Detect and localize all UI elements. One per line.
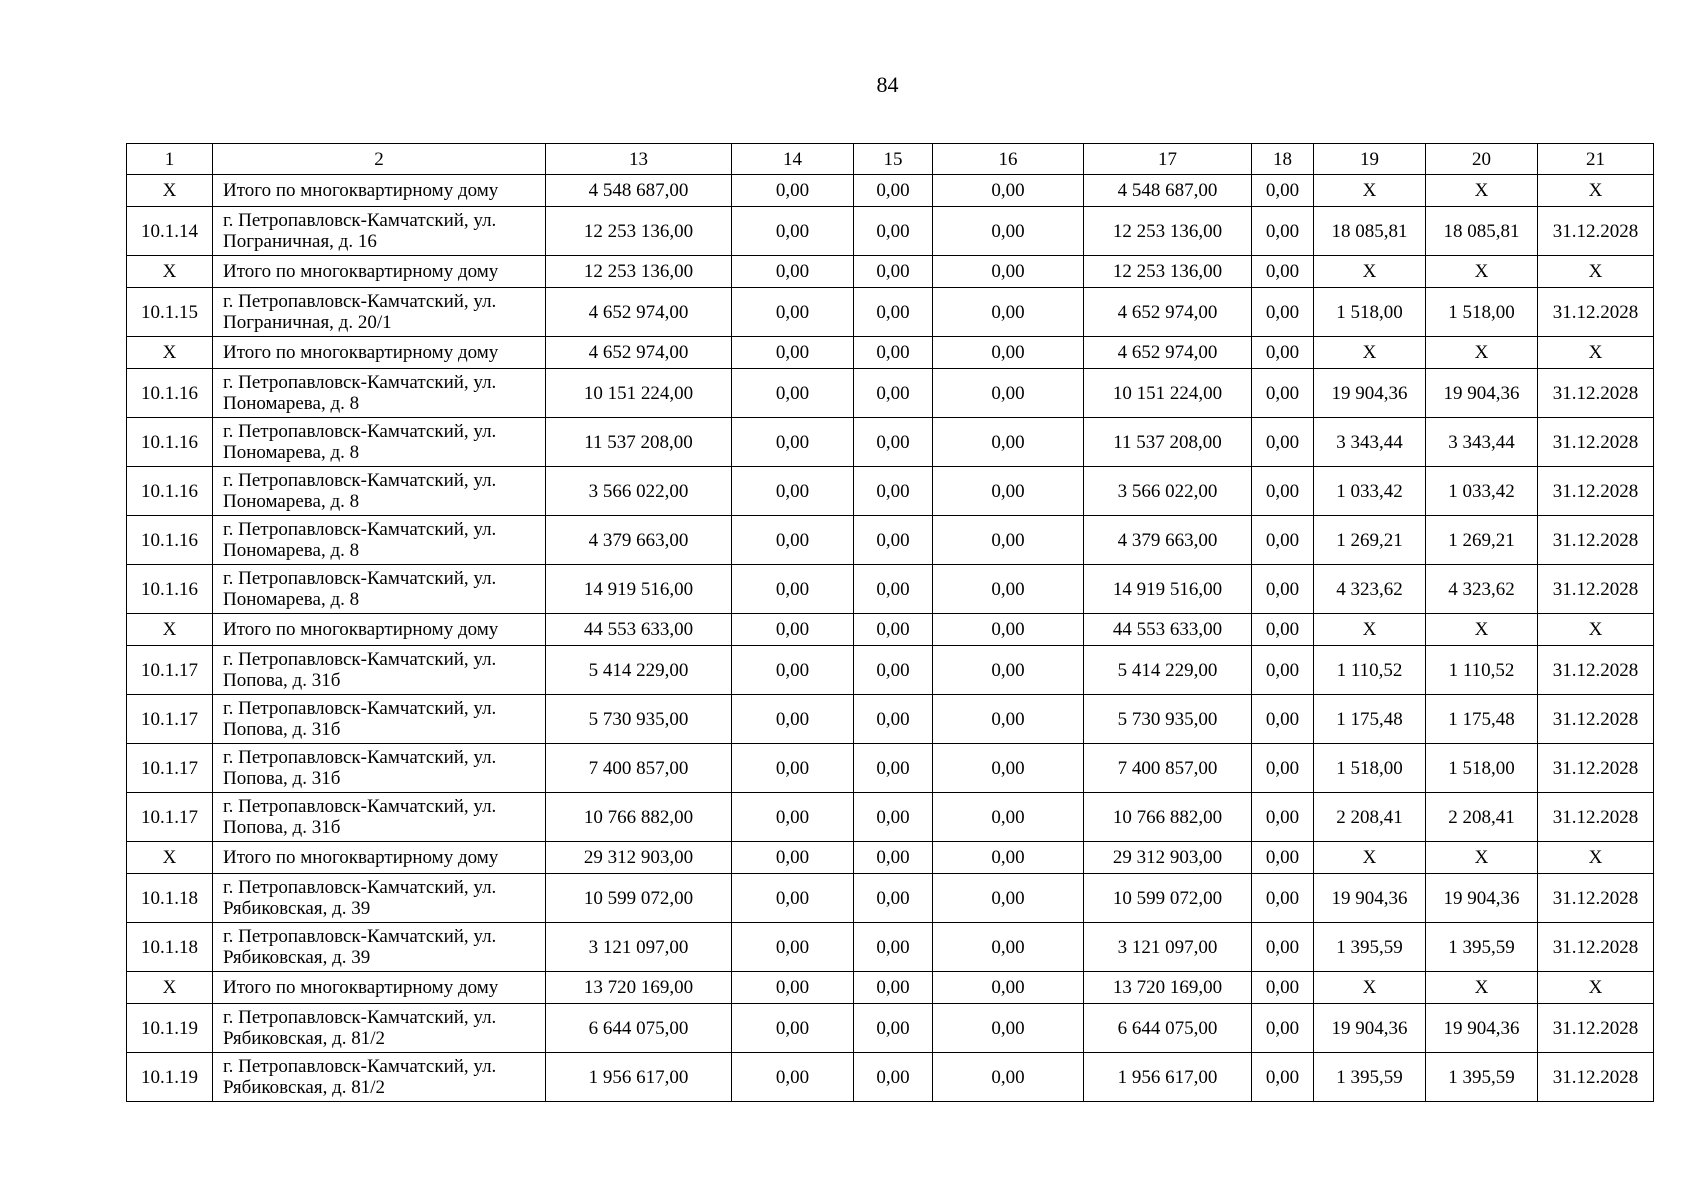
table-row: [127, 565, 1654, 614]
cell-col-14: 0,00: [732, 923, 854, 972]
cell-col-13: 4 652 974,00: [546, 337, 732, 369]
cell-col-17: 5 730 935,00: [1084, 695, 1252, 744]
cell-col-1: X: [127, 256, 213, 288]
cell-col-2: г. Петропавловск-Камчатский, ул. Пограничная, д. 20/1: [213, 288, 546, 337]
cell-col-13: 5 414 229,00: [546, 646, 732, 695]
cell-col-2: Итого по многоквартирному дому: [213, 972, 546, 1004]
cell-col-21: X: [1538, 337, 1654, 369]
cell-col-2: Итого по многоквартирному дому: [213, 614, 546, 646]
cell-col-14: 0,00: [732, 744, 854, 793]
cell-col-20: 1 175,48: [1426, 695, 1538, 744]
cell-col-16: 0,00: [933, 369, 1084, 418]
cell-col-19: 2 208,41: [1314, 793, 1426, 842]
cell-col-1: 10.1.17: [127, 646, 213, 695]
cell-col-14: 0,00: [732, 1053, 854, 1102]
cell-col-21: 31.12.2028: [1538, 516, 1654, 565]
cell-col-16: 0,00: [933, 923, 1084, 972]
cell-col-13: 6 644 075,00: [546, 1004, 732, 1053]
page-number: 84: [876, 72, 899, 97]
cell-col-13: 4 379 663,00: [546, 516, 732, 565]
header-cell-col-18: 18: [1252, 144, 1314, 175]
cell-col-18: 0,00: [1252, 695, 1314, 744]
cell-col-1: X: [127, 175, 213, 207]
cell-col-13: 3 121 097,00: [546, 923, 732, 972]
cell-col-14: 0,00: [732, 175, 854, 207]
cell-col-14: 0,00: [732, 256, 854, 288]
total-row: [127, 972, 1654, 1004]
cell-col-19: 1 033,42: [1314, 467, 1426, 516]
cell-col-15: 0,00: [854, 256, 933, 288]
cell-col-1: 10.1.19: [127, 1004, 213, 1053]
cell-col-17: 7 400 857,00: [1084, 744, 1252, 793]
cell-col-18: 0,00: [1252, 207, 1314, 256]
cell-col-13: 7 400 857,00: [546, 744, 732, 793]
table-row: [127, 646, 1654, 695]
cell-col-16: 0,00: [933, 516, 1084, 565]
header-cell-col-15: 15: [854, 144, 933, 175]
header-cell-col-20: 20: [1426, 144, 1538, 175]
cell-col-20: X: [1426, 256, 1538, 288]
cell-col-18: 0,00: [1252, 288, 1314, 337]
table-body: [127, 144, 1654, 1102]
cell-col-15: 0,00: [854, 467, 933, 516]
cell-col-13: 11 537 208,00: [546, 418, 732, 467]
cell-col-14: 0,00: [732, 874, 854, 923]
table-row: [127, 288, 1654, 337]
cell-col-21: 31.12.2028: [1538, 923, 1654, 972]
cell-col-13: 10 766 882,00: [546, 793, 732, 842]
cell-col-15: 0,00: [854, 874, 933, 923]
cell-col-16: 0,00: [933, 467, 1084, 516]
header-cell-col-1: 1: [127, 144, 213, 175]
cell-col-20: 3 343,44: [1426, 418, 1538, 467]
cell-col-20: 1 518,00: [1426, 288, 1538, 337]
cell-col-2: г. Петропавловск-Камчатский, ул. Пономарева, д. 8: [213, 467, 546, 516]
cell-col-20: 1 518,00: [1426, 744, 1538, 793]
cell-col-18: 0,00: [1252, 565, 1314, 614]
cell-col-16: 0,00: [933, 288, 1084, 337]
cell-col-17: 6 644 075,00: [1084, 1004, 1252, 1053]
cell-col-1: 10.1.19: [127, 1053, 213, 1102]
cell-col-15: 0,00: [854, 369, 933, 418]
table-row: [127, 695, 1654, 744]
cell-col-17: 10 766 882,00: [1084, 793, 1252, 842]
data-table: [126, 143, 1654, 1102]
cell-col-1: 10.1.17: [127, 793, 213, 842]
cell-col-18: 0,00: [1252, 337, 1314, 369]
cell-col-21: 31.12.2028: [1538, 874, 1654, 923]
cell-col-16: 0,00: [933, 744, 1084, 793]
cell-col-15: 0,00: [854, 175, 933, 207]
cell-col-19: X: [1314, 175, 1426, 207]
cell-col-17: 5 414 229,00: [1084, 646, 1252, 695]
cell-col-16: 0,00: [933, 695, 1084, 744]
header-cell-col-14: 14: [732, 144, 854, 175]
cell-col-13: 13 720 169,00: [546, 972, 732, 1004]
cell-col-21: 31.12.2028: [1538, 288, 1654, 337]
cell-col-2: г. Петропавловск-Камчатский, ул. Рябиковская, д. 81/2: [213, 1053, 546, 1102]
cell-col-17: 11 537 208,00: [1084, 418, 1252, 467]
cell-col-2: г. Петропавловск-Камчатский, ул. Рябиковская, д. 39: [213, 874, 546, 923]
cell-col-19: 4 323,62: [1314, 565, 1426, 614]
cell-col-16: 0,00: [933, 256, 1084, 288]
cell-col-15: 0,00: [854, 842, 933, 874]
cell-col-13: 4 548 687,00: [546, 175, 732, 207]
cell-col-21: X: [1538, 256, 1654, 288]
cell-col-15: 0,00: [854, 923, 933, 972]
cell-col-21: 31.12.2028: [1538, 369, 1654, 418]
total-row: [127, 842, 1654, 874]
cell-col-2: г. Петропавловск-Камчатский, ул. Рябиковская, д. 39: [213, 923, 546, 972]
cell-col-2: Итого по многоквартирному дому: [213, 842, 546, 874]
table-row: [127, 207, 1654, 256]
cell-col-20: 4 323,62: [1426, 565, 1538, 614]
header-cell-col-13: 13: [546, 144, 732, 175]
cell-col-17: 4 548 687,00: [1084, 175, 1252, 207]
cell-col-21: 31.12.2028: [1538, 565, 1654, 614]
table-row: [127, 874, 1654, 923]
cell-col-15: 0,00: [854, 207, 933, 256]
cell-col-18: 0,00: [1252, 646, 1314, 695]
cell-col-2: г. Петропавловск-Камчатский, ул. Пономарева, д. 8: [213, 369, 546, 418]
cell-col-17: 3 121 097,00: [1084, 923, 1252, 972]
cell-col-15: 0,00: [854, 1004, 933, 1053]
cell-col-18: 0,00: [1252, 1004, 1314, 1053]
cell-col-19: X: [1314, 842, 1426, 874]
cell-col-20: X: [1426, 842, 1538, 874]
cell-col-16: 0,00: [933, 1004, 1084, 1053]
cell-col-20: 1 033,42: [1426, 467, 1538, 516]
cell-col-1: 10.1.16: [127, 565, 213, 614]
cell-col-18: 0,00: [1252, 793, 1314, 842]
cell-col-21: X: [1538, 972, 1654, 1004]
cell-col-19: 1 175,48: [1314, 695, 1426, 744]
cell-col-21: 31.12.2028: [1538, 467, 1654, 516]
cell-col-1: 10.1.16: [127, 516, 213, 565]
cell-col-1: X: [127, 337, 213, 369]
cell-col-20: 1 395,59: [1426, 923, 1538, 972]
cell-col-2: Итого по многоквартирному дому: [213, 175, 546, 207]
cell-col-21: 31.12.2028: [1538, 646, 1654, 695]
cell-col-2: г. Петропавловск-Камчатский, ул. Попова, д. 31б: [213, 744, 546, 793]
cell-col-1: 10.1.17: [127, 744, 213, 793]
cell-col-20: 2 208,41: [1426, 793, 1538, 842]
header-cell-col-19: 19: [1314, 144, 1426, 175]
cell-col-2: г. Петропавловск-Камчатский, ул. Попова, д. 31б: [213, 793, 546, 842]
cell-col-16: 0,00: [933, 418, 1084, 467]
table-row: [127, 744, 1654, 793]
cell-col-2: г. Петропавловск-Камчатский, ул. Попова, д. 31б: [213, 646, 546, 695]
cell-col-17: 44 553 633,00: [1084, 614, 1252, 646]
cell-col-21: 31.12.2028: [1538, 1053, 1654, 1102]
cell-col-16: 0,00: [933, 337, 1084, 369]
cell-col-15: 0,00: [854, 565, 933, 614]
cell-col-14: 0,00: [732, 207, 854, 256]
cell-col-15: 0,00: [854, 516, 933, 565]
cell-col-13: 14 919 516,00: [546, 565, 732, 614]
cell-col-19: 19 904,36: [1314, 874, 1426, 923]
cell-col-2: г. Петропавловск-Камчатский, ул. Рябиковская, д. 81/2: [213, 1004, 546, 1053]
cell-col-19: 1 395,59: [1314, 923, 1426, 972]
cell-col-19: 1 395,59: [1314, 1053, 1426, 1102]
cell-col-16: 0,00: [933, 793, 1084, 842]
cell-col-2: Итого по многоквартирному дому: [213, 337, 546, 369]
cell-col-13: 29 312 903,00: [546, 842, 732, 874]
cell-col-14: 0,00: [732, 418, 854, 467]
table-row: [127, 1004, 1654, 1053]
cell-col-15: 0,00: [854, 418, 933, 467]
cell-col-20: 19 904,36: [1426, 1004, 1538, 1053]
cell-col-19: 19 904,36: [1314, 369, 1426, 418]
header-cell-col-17: 17: [1084, 144, 1252, 175]
cell-col-1: 10.1.18: [127, 923, 213, 972]
total-row: [127, 337, 1654, 369]
cell-col-17: 1 956 617,00: [1084, 1053, 1252, 1102]
cell-col-1: 10.1.14: [127, 207, 213, 256]
cell-col-15: 0,00: [854, 288, 933, 337]
cell-col-2: г. Петропавловск-Камчатский, ул. Пограничная, д. 16: [213, 207, 546, 256]
cell-col-16: 0,00: [933, 207, 1084, 256]
cell-col-21: X: [1538, 842, 1654, 874]
cell-col-17: 29 312 903,00: [1084, 842, 1252, 874]
cell-col-14: 0,00: [732, 695, 854, 744]
cell-col-19: 3 343,44: [1314, 418, 1426, 467]
cell-col-1: X: [127, 972, 213, 1004]
cell-col-14: 0,00: [732, 369, 854, 418]
header-cell-col-2: 2: [213, 144, 546, 175]
cell-col-14: 0,00: [732, 972, 854, 1004]
cell-col-14: 0,00: [732, 1004, 854, 1053]
cell-col-2: г. Петропавловск-Камчатский, ул. Пономарева, д. 8: [213, 418, 546, 467]
cell-col-19: 19 904,36: [1314, 1004, 1426, 1053]
cell-col-17: 4 379 663,00: [1084, 516, 1252, 565]
cell-col-19: 18 085,81: [1314, 207, 1426, 256]
cell-col-1: 10.1.16: [127, 418, 213, 467]
cell-col-14: 0,00: [732, 337, 854, 369]
cell-col-14: 0,00: [732, 516, 854, 565]
table-row: [127, 1053, 1654, 1102]
cell-col-14: 0,00: [732, 614, 854, 646]
total-row: [127, 175, 1654, 207]
cell-col-18: 0,00: [1252, 744, 1314, 793]
cell-col-20: 1 395,59: [1426, 1053, 1538, 1102]
cell-col-2: Итого по многоквартирному дому: [213, 256, 546, 288]
table-row: [127, 923, 1654, 972]
cell-col-14: 0,00: [732, 842, 854, 874]
cell-col-1: 10.1.18: [127, 874, 213, 923]
cell-col-21: 31.12.2028: [1538, 1004, 1654, 1053]
header-cell-col-21: 21: [1538, 144, 1654, 175]
cell-col-21: 31.12.2028: [1538, 744, 1654, 793]
cell-col-16: 0,00: [933, 972, 1084, 1004]
cell-col-13: 1 956 617,00: [546, 1053, 732, 1102]
cell-col-17: 12 253 136,00: [1084, 256, 1252, 288]
cell-col-17: 13 720 169,00: [1084, 972, 1252, 1004]
cell-col-16: 0,00: [933, 874, 1084, 923]
total-row: [127, 256, 1654, 288]
cell-col-18: 0,00: [1252, 256, 1314, 288]
cell-col-18: 0,00: [1252, 842, 1314, 874]
cell-col-21: 31.12.2028: [1538, 793, 1654, 842]
cell-col-15: 0,00: [854, 1053, 933, 1102]
cell-col-17: 4 652 974,00: [1084, 337, 1252, 369]
cell-col-2: г. Петропавловск-Камчатский, ул. Пономарева, д. 8: [213, 565, 546, 614]
cell-col-17: 4 652 974,00: [1084, 288, 1252, 337]
cell-col-2: г. Петропавловск-Камчатский, ул. Попова, д. 31б: [213, 695, 546, 744]
table-row: [127, 467, 1654, 516]
cell-col-19: 1 110,52: [1314, 646, 1426, 695]
cell-col-16: 0,00: [933, 175, 1084, 207]
table-row: [127, 369, 1654, 418]
total-row: [127, 614, 1654, 646]
cell-col-18: 0,00: [1252, 614, 1314, 646]
table-row: [127, 516, 1654, 565]
cell-col-13: 10 151 224,00: [546, 369, 732, 418]
cell-col-1: 10.1.16: [127, 467, 213, 516]
cell-col-20: X: [1426, 175, 1538, 207]
cell-col-14: 0,00: [732, 646, 854, 695]
cell-col-16: 0,00: [933, 565, 1084, 614]
cell-col-18: 0,00: [1252, 1053, 1314, 1102]
cell-col-16: 0,00: [933, 614, 1084, 646]
cell-col-17: 10 151 224,00: [1084, 369, 1252, 418]
cell-col-15: 0,00: [854, 614, 933, 646]
cell-col-15: 0,00: [854, 695, 933, 744]
table-row: [127, 418, 1654, 467]
cell-col-14: 0,00: [732, 467, 854, 516]
cell-col-18: 0,00: [1252, 418, 1314, 467]
header-row: [127, 144, 1654, 175]
cell-col-18: 0,00: [1252, 972, 1314, 1004]
cell-col-17: 14 919 516,00: [1084, 565, 1252, 614]
cell-col-13: 44 553 633,00: [546, 614, 732, 646]
cell-col-14: 0,00: [732, 793, 854, 842]
cell-col-1: X: [127, 614, 213, 646]
cell-col-16: 0,00: [933, 842, 1084, 874]
cell-col-16: 0,00: [933, 1053, 1084, 1102]
cell-col-20: X: [1426, 337, 1538, 369]
cell-col-21: 31.12.2028: [1538, 695, 1654, 744]
cell-col-17: 10 599 072,00: [1084, 874, 1252, 923]
cell-col-18: 0,00: [1252, 467, 1314, 516]
cell-col-2: г. Петропавловск-Камчатский, ул. Пономарева, д. 8: [213, 516, 546, 565]
cell-col-15: 0,00: [854, 972, 933, 1004]
cell-col-20: 19 904,36: [1426, 874, 1538, 923]
cell-col-19: 1 518,00: [1314, 288, 1426, 337]
cell-col-15: 0,00: [854, 337, 933, 369]
cell-col-19: X: [1314, 256, 1426, 288]
cell-col-1: 10.1.16: [127, 369, 213, 418]
cell-col-20: X: [1426, 972, 1538, 1004]
cell-col-19: X: [1314, 972, 1426, 1004]
cell-col-20: 19 904,36: [1426, 369, 1538, 418]
cell-col-20: 18 085,81: [1426, 207, 1538, 256]
cell-col-19: 1 269,21: [1314, 516, 1426, 565]
cell-col-13: 5 730 935,00: [546, 695, 732, 744]
cell-col-13: 3 566 022,00: [546, 467, 732, 516]
cell-col-13: 12 253 136,00: [546, 207, 732, 256]
cell-col-15: 0,00: [854, 793, 933, 842]
cell-col-1: 10.1.15: [127, 288, 213, 337]
cell-col-18: 0,00: [1252, 923, 1314, 972]
cell-col-16: 0,00: [933, 646, 1084, 695]
cell-col-15: 0,00: [854, 744, 933, 793]
cell-col-21: 31.12.2028: [1538, 207, 1654, 256]
cell-col-21: X: [1538, 175, 1654, 207]
cell-col-20: 1 110,52: [1426, 646, 1538, 695]
header-cell-col-16: 16: [933, 144, 1084, 175]
cell-col-1: X: [127, 842, 213, 874]
cell-col-18: 0,00: [1252, 516, 1314, 565]
cell-col-13: 10 599 072,00: [546, 874, 732, 923]
cell-col-20: X: [1426, 614, 1538, 646]
cell-col-13: 4 652 974,00: [546, 288, 732, 337]
cell-col-14: 0,00: [732, 565, 854, 614]
cell-col-17: 3 566 022,00: [1084, 467, 1252, 516]
table-row: [127, 793, 1654, 842]
cell-col-18: 0,00: [1252, 874, 1314, 923]
cell-col-21: X: [1538, 614, 1654, 646]
cell-col-15: 0,00: [854, 646, 933, 695]
cell-col-13: 12 253 136,00: [546, 256, 732, 288]
cell-col-19: X: [1314, 337, 1426, 369]
cell-col-21: 31.12.2028: [1538, 418, 1654, 467]
cell-col-14: 0,00: [732, 288, 854, 337]
cell-col-1: 10.1.17: [127, 695, 213, 744]
cell-col-18: 0,00: [1252, 369, 1314, 418]
cell-col-19: 1 518,00: [1314, 744, 1426, 793]
cell-col-19: X: [1314, 614, 1426, 646]
cell-col-18: 0,00: [1252, 175, 1314, 207]
cell-col-20: 1 269,21: [1426, 516, 1538, 565]
cell-col-17: 12 253 136,00: [1084, 207, 1252, 256]
